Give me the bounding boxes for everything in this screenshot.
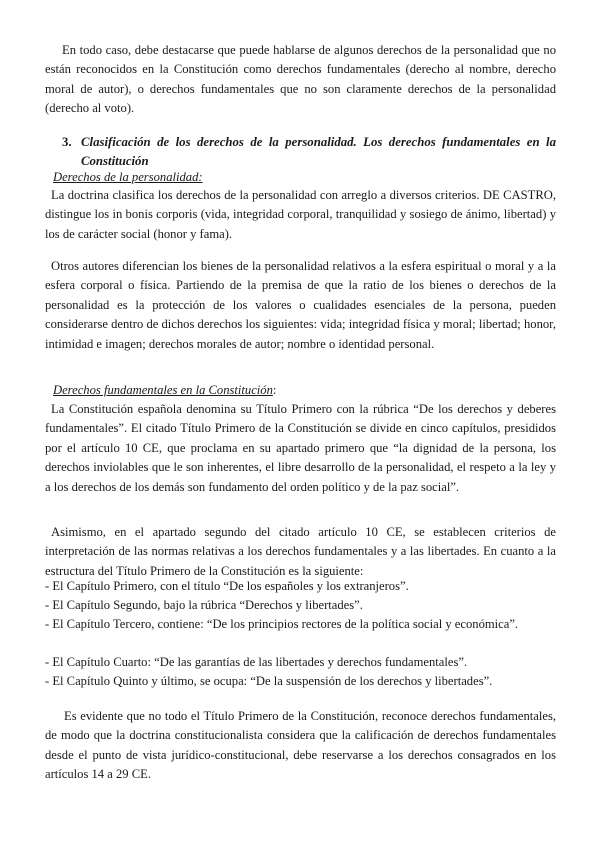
paragraph-intro: En todo caso, debe destacarse que puede hablarse de algunos derechos de la personalidad que no están reconocidos en la Constitución como derechos fundamentales (derecho al nombre, derecho moral de autor), o derechos fundamentales que no son claramente derechos de la personalidad (derecho al voto). bbox=[45, 43, 556, 116]
list-item-chapter-2: - El Capítulo Segundo, bajo la rúbrica “Derechos y libertades”. bbox=[45, 598, 363, 612]
list-item-chapter-5: - El Capítulo Quinto y último, se ocupa: “De la suspensión de los derechos y libertades”. bbox=[45, 674, 493, 688]
subheading-fundamental-rights: Derechos fundamentales en la Constitución: bbox=[53, 383, 277, 397]
section-heading bbox=[62, 133, 556, 171]
section-number: 3. bbox=[62, 135, 72, 149]
subheading-personality-rights: Derechos de la personalidad: bbox=[53, 170, 203, 184]
list-item-chapter-1: - El Capítulo Primero, con el título “De los españoles y los extranjeros”. bbox=[45, 579, 409, 593]
subheading-fundamental-rights-text: Derechos fundamentales en la Constitución bbox=[53, 383, 273, 397]
paragraph-constitution-title: La Constitución española denomina su Título Primero con la rúbrica “De los derechos y deberes fundamentales”. El citado Título Primero de la Constitución se divide en cinco capítulos, presididos por el artículo 10 CE, que proclama en su apartado primero que “la dignidad de la persona, los derechos inviolables que le son inherentes, el libre desarrollo de la personalidad, el respeto a la ley y a los derechos de los demás son fundamento del orden político y de la paz social”. bbox=[45, 402, 556, 494]
section-title: Clasificación de los derechos de la personalidad. Los derechos fundamentales en la Constitución bbox=[81, 135, 556, 168]
list-item-chapter-3: - El Capítulo Tercero, contiene: “De los principios rectores de la política social y económica”. bbox=[45, 617, 519, 631]
list-item-chapter-4: - El Capítulo Cuarto: “De las garantías de las libertades y derechos fundamentales”. bbox=[45, 655, 468, 669]
paragraph-article-10: Asimismo, en el apartado segundo del citado artículo 10 CE, se establecen criterios de interpretación de las normas relativas a los derechos fundamentales y a las libertades. En cuanto a la estructura del Título Primero de la Constitución es la siguiente: bbox=[45, 525, 556, 578]
paragraph-other-authors: Otros autores diferencian los bienes de la personalidad relativos a la esfera espiritual o moral y a la esfera corporal o física. Partiendo de la premisa de que la ratio de los bienes o derechos de la personalidad es la protección de los valores o cualidades esenciales de la persona, pueden considerarse dentro de dichos derechos los siguientes: vida; integridad física y moral; libertad; honor, intimidad e imagen; derechos morales de autor; nombre o identidad personal. bbox=[45, 259, 556, 351]
paragraph-conclusion: Es evidente que no todo el Título Primero de la Constitución, reconoce derechos fundamentales, de modo que la doctrina constitucionalista considera que la calificación de derechos fundamentales desde el punto de vista jurídico-constitucional, debe reservarse a los derechos consagrados en los artículos 14 a 29 CE. bbox=[45, 709, 556, 782]
paragraph-doctrine: La doctrina clasifica los derechos de la personalidad con arreglo a diversos criterios. DE CASTRO, distingue los in bonis corporis (vida, integridad corporal, tranquilidad y sosiego de ánimo, libertad) y los de carácter social (honor y fama). bbox=[45, 188, 556, 241]
